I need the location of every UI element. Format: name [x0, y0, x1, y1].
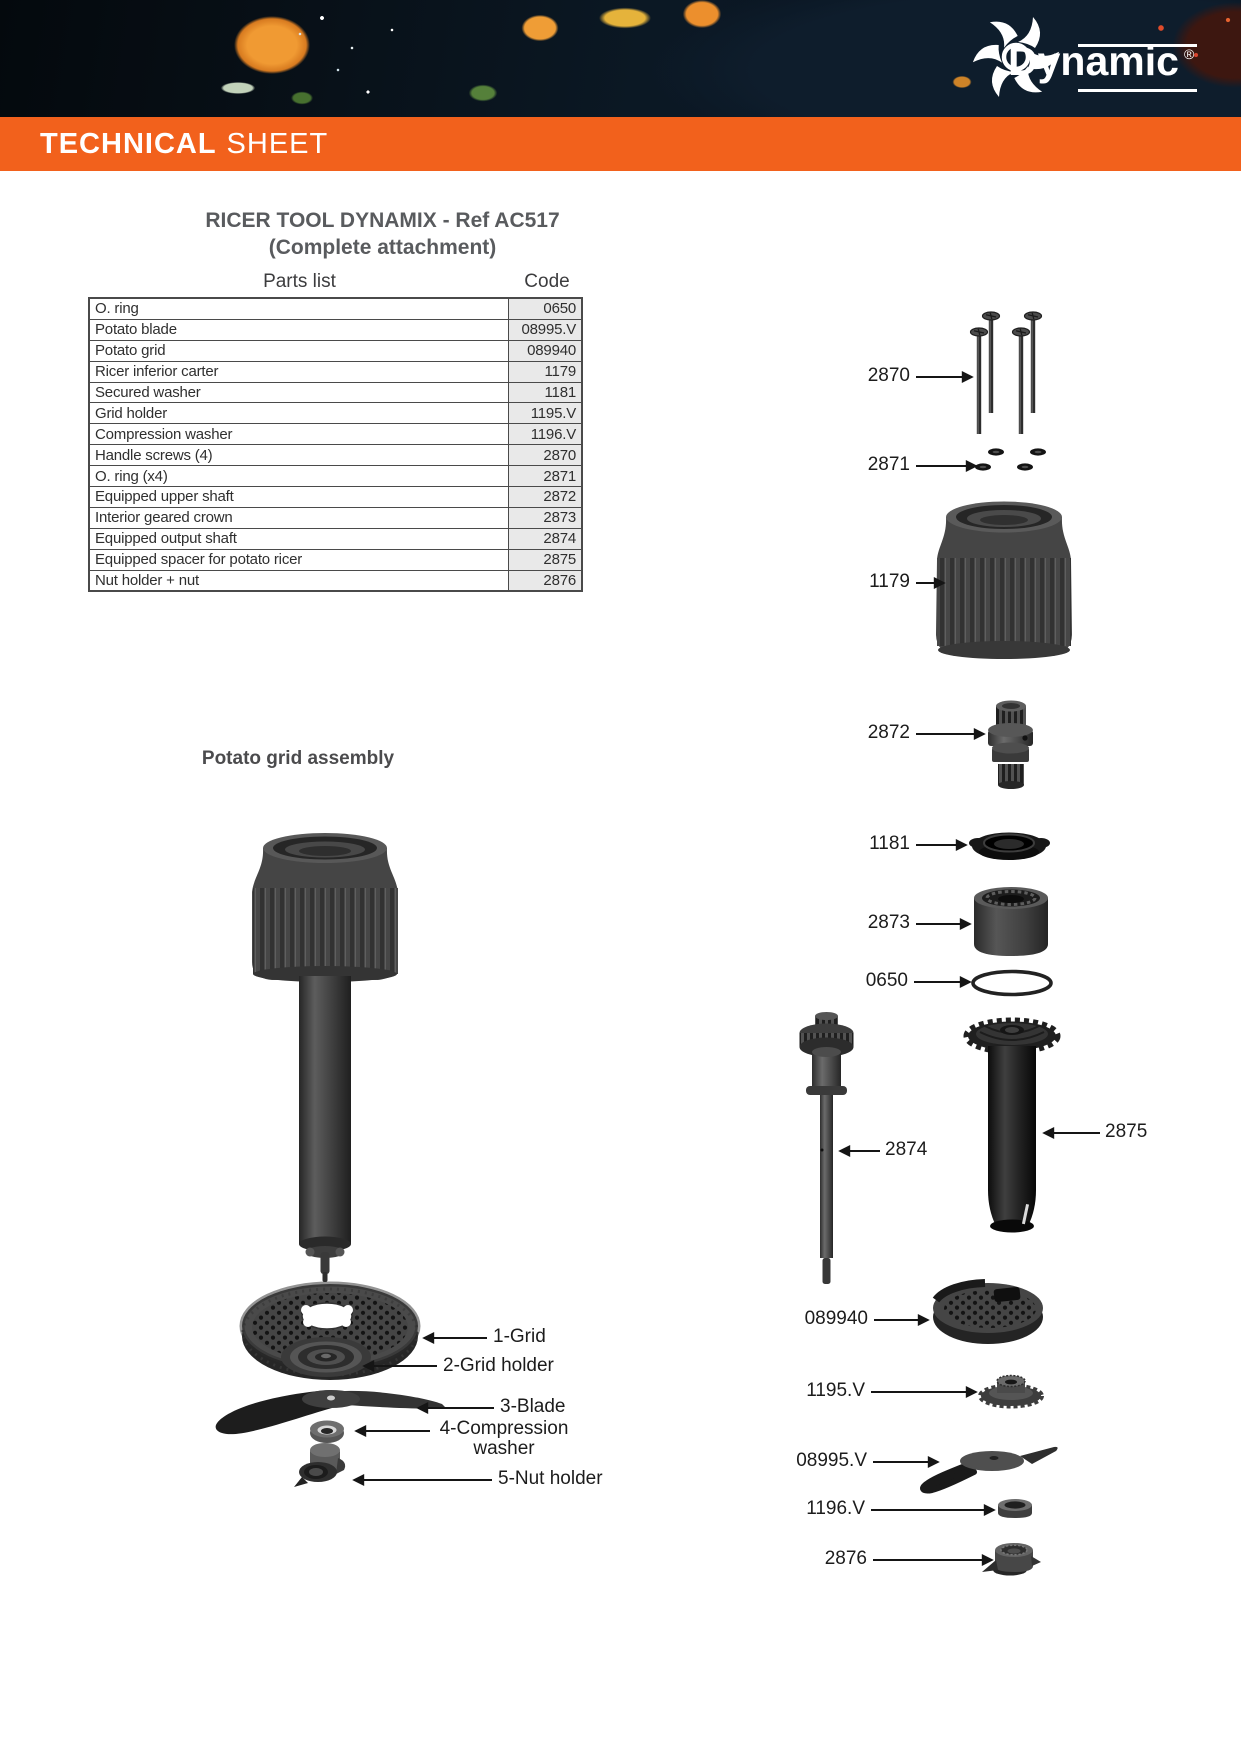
part-name-cell: Interior geared crown	[89, 507, 509, 528]
part-name-cell: Potato blade	[89, 319, 509, 340]
part-geared-crown-drawing	[974, 887, 1048, 956]
part-code-cell: 0650	[509, 298, 582, 319]
assembly-nut-holder-drawing	[294, 1443, 345, 1487]
assembly-blade-drawing	[216, 1390, 446, 1434]
part-oring-drawing	[973, 972, 1051, 995]
part-potato-grid-drawing	[933, 1283, 1043, 1344]
bar-title-light: SHEET	[226, 128, 329, 160]
assembly-grid-drawing	[242, 1284, 418, 1380]
label-upper-shaft: 2872	[867, 722, 910, 743]
table-row	[89, 403, 582, 424]
part-code-cell: 1179	[509, 361, 582, 382]
part-name-cell: Compression washer	[89, 424, 509, 445]
label-spacer: 2875	[1105, 1121, 1148, 1142]
part-code-cell: 1195.V	[509, 403, 582, 424]
technical-sheet-bar	[0, 117, 1241, 171]
parts-table	[88, 297, 583, 592]
parts-list-column-header: Parts list	[263, 271, 336, 292]
label-carter: 1179	[869, 571, 910, 592]
part-output-shaft-drawing	[800, 1012, 854, 1284]
part-name-cell: Potato grid	[89, 340, 509, 361]
bar-title-bold: TECHNICAL	[40, 128, 217, 160]
part-code-cell: 2873	[509, 507, 582, 528]
part-grid-holder-drawing	[980, 1376, 1042, 1407]
assembly-compression-washer-drawing	[310, 1421, 344, 1444]
part-name-cell: O. ring	[89, 298, 509, 319]
part-compression-washer-drawing	[998, 1499, 1032, 1518]
part-code-cell: 1181	[509, 382, 582, 403]
label-output-shaft: 2874	[885, 1139, 928, 1160]
label-grid-holder: 2-Grid holder	[443, 1355, 554, 1376]
part-orings-drawing	[975, 448, 1046, 470]
code-column-header: Code	[524, 271, 570, 292]
part-code-cell: 089940	[509, 340, 582, 361]
label-compression-line1: 4-Compression	[439, 1418, 569, 1439]
label-potato-blade: 08995.V	[796, 1450, 867, 1471]
part-code-cell: 08995.V	[509, 319, 582, 340]
part-secured-washer-drawing	[969, 833, 1050, 861]
table-row	[89, 507, 582, 528]
part-code-cell: 2870	[509, 445, 582, 466]
food-photo-banner	[0, 0, 1241, 117]
part-name-cell: Equipped upper shaft	[89, 487, 509, 508]
label-compression-washer-code: 1196.V	[806, 1498, 865, 1519]
part-name-cell: Equipped output shaft	[89, 528, 509, 549]
part-name-cell: Grid holder	[89, 403, 509, 424]
label-secured-washer: 1181	[869, 833, 910, 854]
part-name-cell: Equipped spacer for potato ricer	[89, 549, 509, 570]
table-row	[89, 298, 582, 319]
part-nut-drawing	[982, 1543, 1041, 1576]
part-code-cell: 1196.V	[509, 424, 582, 445]
label-handle-screws: 2870	[867, 365, 910, 386]
part-name-cell: Secured washer	[89, 382, 509, 403]
table-row	[89, 424, 582, 445]
document-title-line1: RICER TOOL DYNAMIX - Ref AC517	[205, 209, 560, 232]
label-nut-holder: 5-Nut holder	[498, 1468, 603, 1489]
assembly-carter-drawing	[252, 833, 398, 1282]
registered-mark: ®	[1184, 46, 1195, 62]
part-name-cell: Ricer inferior carter	[89, 361, 509, 382]
part-code-cell: 2875	[509, 549, 582, 570]
label-potato-grid: 089940	[804, 1308, 868, 1329]
table-row	[89, 528, 582, 549]
document-title-line2: (Complete attachment)	[268, 236, 497, 259]
assembly-section-title: Potato grid assembly	[201, 748, 395, 769]
table-row	[89, 340, 582, 361]
bar-title	[40, 117, 328, 171]
part-name-cell: Handle screws (4)	[89, 445, 509, 466]
label-compression-washer	[434, 1419, 574, 1459]
label-orings: 2871	[867, 454, 910, 475]
part-code-cell: 2876	[509, 570, 582, 591]
part-name-cell: O. ring (x4)	[89, 466, 509, 487]
part-upper-shaft-drawing	[988, 701, 1033, 790]
table-row	[89, 361, 582, 382]
part-potato-blade-drawing	[923, 1447, 1058, 1491]
label-grid: 1-Grid	[493, 1326, 546, 1347]
part-code-cell: 2871	[509, 466, 582, 487]
table-row	[89, 319, 582, 340]
part-code-cell: 2874	[509, 528, 582, 549]
table-row	[89, 445, 582, 466]
part-spacer-drawing	[967, 1021, 1057, 1233]
part-code-cell: 2872	[509, 487, 582, 508]
logo-bottom-rule	[1078, 89, 1197, 92]
part-carter-drawing	[936, 502, 1072, 660]
table-row	[89, 466, 582, 487]
table-row	[89, 549, 582, 570]
table-row	[89, 487, 582, 508]
label-geared-crown: 2873	[867, 912, 910, 933]
table-row	[89, 382, 582, 403]
table-row	[89, 570, 582, 591]
brand-wordmark: Dynamic	[1008, 38, 1179, 84]
label-grid-holder-code: 1195.V	[806, 1380, 865, 1401]
label-blade: 3-Blade	[500, 1396, 566, 1417]
label-oring: 0650	[865, 970, 908, 991]
part-handle-screws-drawing	[971, 312, 1042, 434]
document-title	[190, 207, 575, 261]
part-name-cell: Nut holder + nut	[89, 570, 509, 591]
label-compression-line2: washer	[473, 1438, 535, 1459]
label-nut-holder-code: 2876	[824, 1548, 867, 1569]
